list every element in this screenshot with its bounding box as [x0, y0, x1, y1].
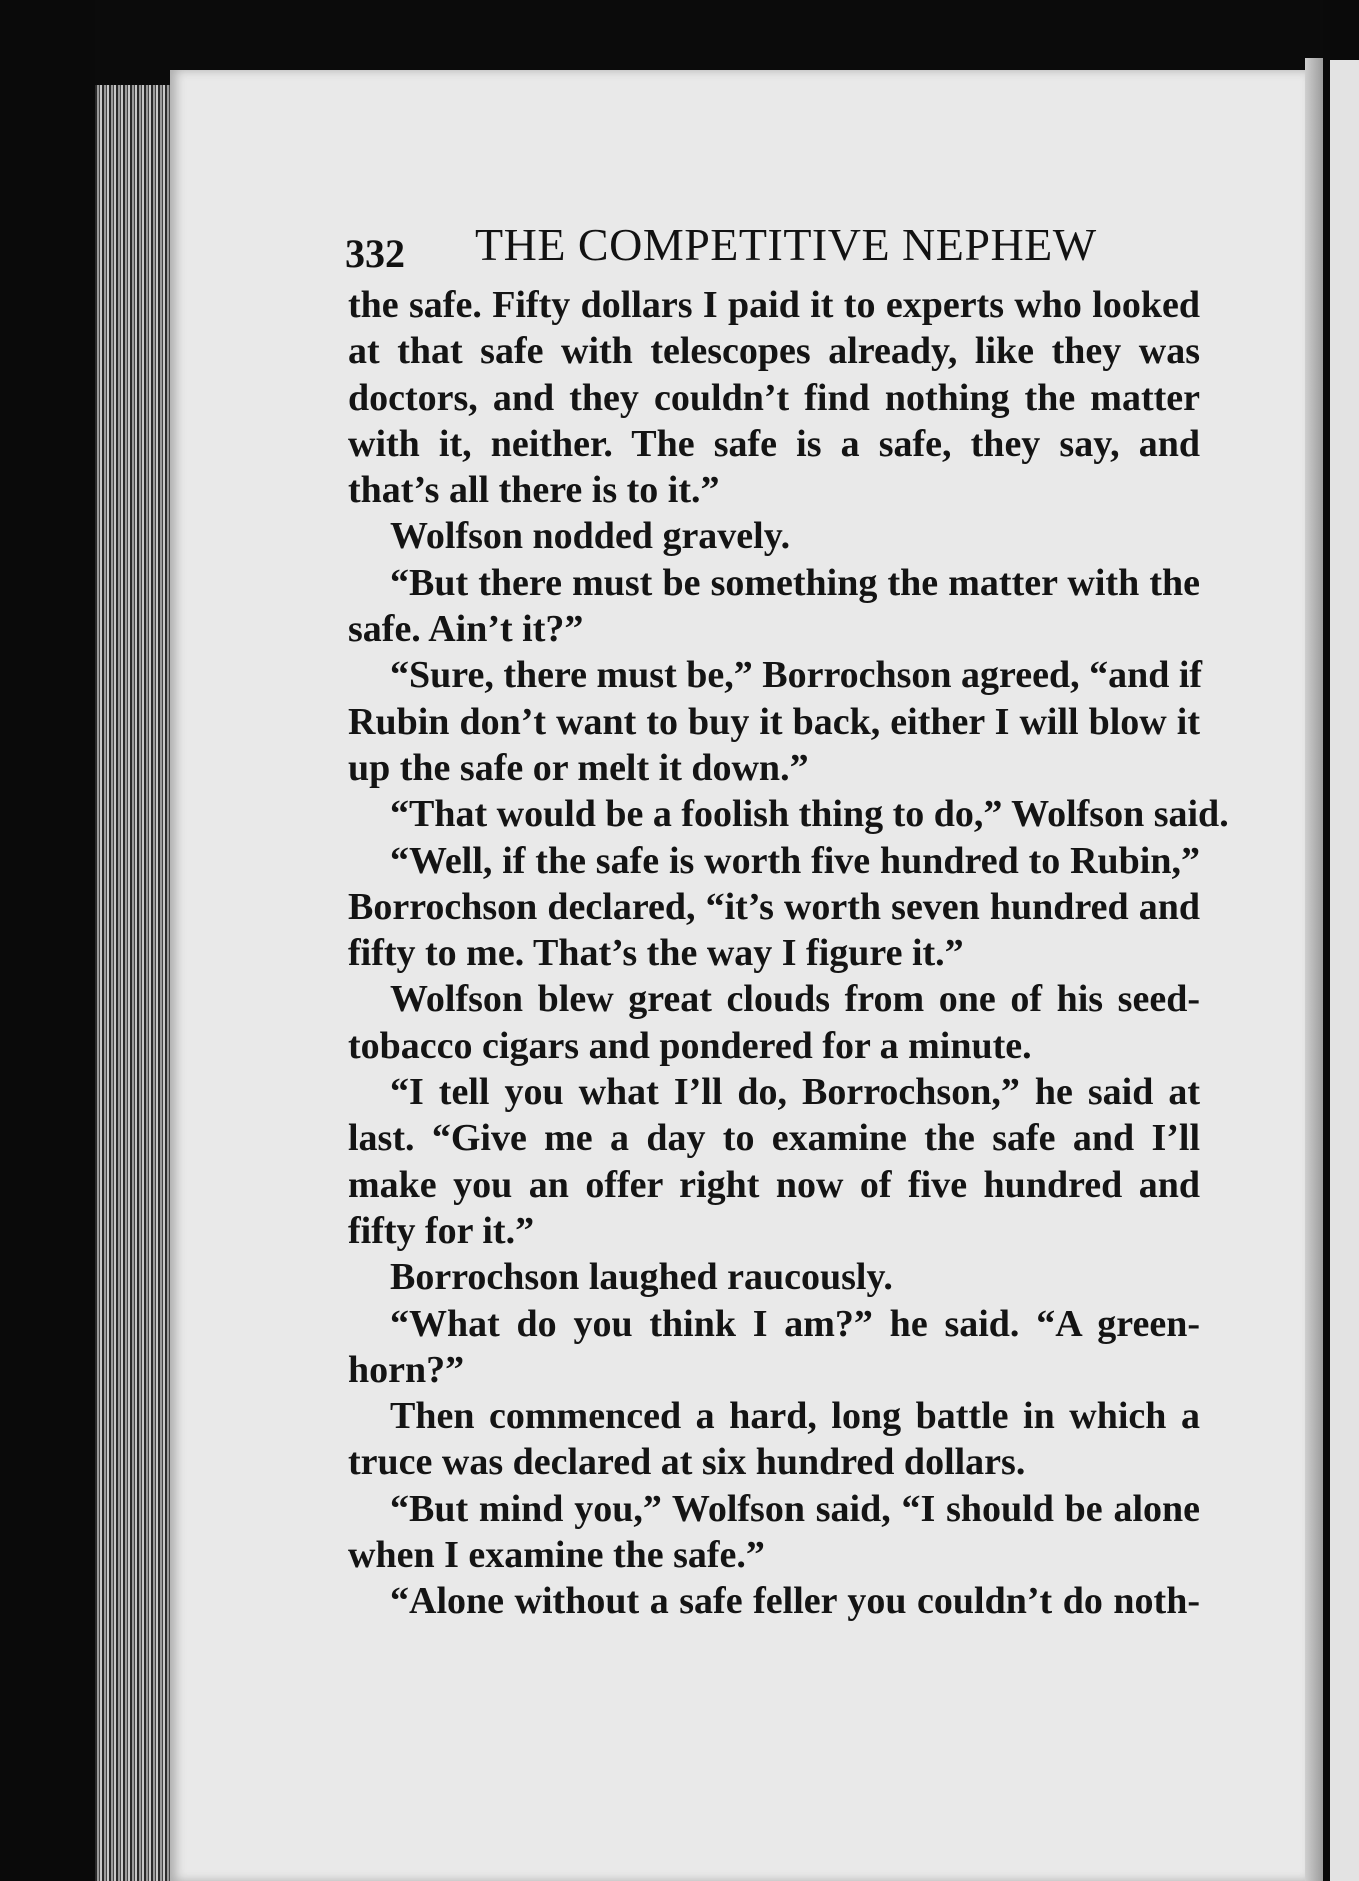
text-line: Then commenced a hard, long battle in which a — [390, 1395, 1200, 1438]
text-line: last. “Give me a day to examine the safe and I’ll — [348, 1117, 1200, 1160]
text-line: doctors, and they couldn’t find nothing the matter — [348, 376, 1200, 419]
text-line: safe. Ain’t it?” — [348, 608, 584, 651]
next-page-sliver — [1330, 60, 1359, 1881]
text-line: the safe. Fifty dollars I paid it to experts who looked — [348, 284, 1200, 326]
running-title: THE COMPETITIVE NEPHEW — [475, 219, 1097, 270]
text-line: “But mind you,” Wolfson said, “I should be alone — [390, 1487, 1200, 1530]
text-line: at that safe with telescopes already, like they was — [348, 330, 1200, 373]
text-line: fifty to me. That’s the way I figure it.” — [348, 932, 964, 975]
text-line: truce was declared at six hundred dollars. — [348, 1441, 1026, 1484]
body-text — [348, 282, 1229, 1625]
text-line: “Sure, there must be,” Borrochson agreed, “and if — [390, 654, 1203, 697]
text-line: when I examine the safe.” — [348, 1534, 765, 1577]
text-line: “That would be a foolish thing to do,” Wolfson said. — [390, 793, 1229, 836]
text-line: Rubin don’t want to buy it back, either I will blow it — [348, 700, 1200, 743]
page-number: 332 — [345, 231, 405, 276]
text-line: “Well, if the safe is worth five hundred to Rubin,” — [390, 839, 1200, 882]
text-line: “But there must be something the matter with the — [390, 561, 1200, 604]
text-line: “I tell you what I’ll do, Borrochson,” he said at — [390, 1071, 1200, 1114]
text-line: that’s all there is to it.” — [348, 469, 720, 512]
page-stack-edge — [95, 85, 175, 1881]
scan-left-background — [0, 0, 95, 1881]
text-line: tobacco cigars and pondered for a minute. — [348, 1024, 1032, 1067]
text-line: with it, neither. The safe is a safe, they say, and — [348, 422, 1200, 465]
text-line: Borrochson laughed raucously. — [390, 1256, 893, 1299]
text-line: make you an offer right now of five hundred and — [348, 1163, 1200, 1206]
text-line: “Alone without a safe feller you couldn’t do noth- — [390, 1580, 1200, 1623]
text-line: horn?” — [348, 1348, 465, 1391]
text-line: Wolfson blew great clouds from one of his seed- — [390, 978, 1200, 1021]
text-line: up the safe or melt it down.” — [348, 746, 809, 789]
text-line: Wolfson nodded gravely. — [390, 515, 791, 558]
page-gutter — [1305, 58, 1323, 1881]
text-line: Borrochson declared, “it’s worth seven hundred and — [348, 885, 1200, 928]
text-line: “What do you think I am?” he said. “A green- — [390, 1302, 1200, 1345]
page-header — [345, 218, 1245, 288]
text-line: fifty for it.” — [348, 1209, 535, 1252]
